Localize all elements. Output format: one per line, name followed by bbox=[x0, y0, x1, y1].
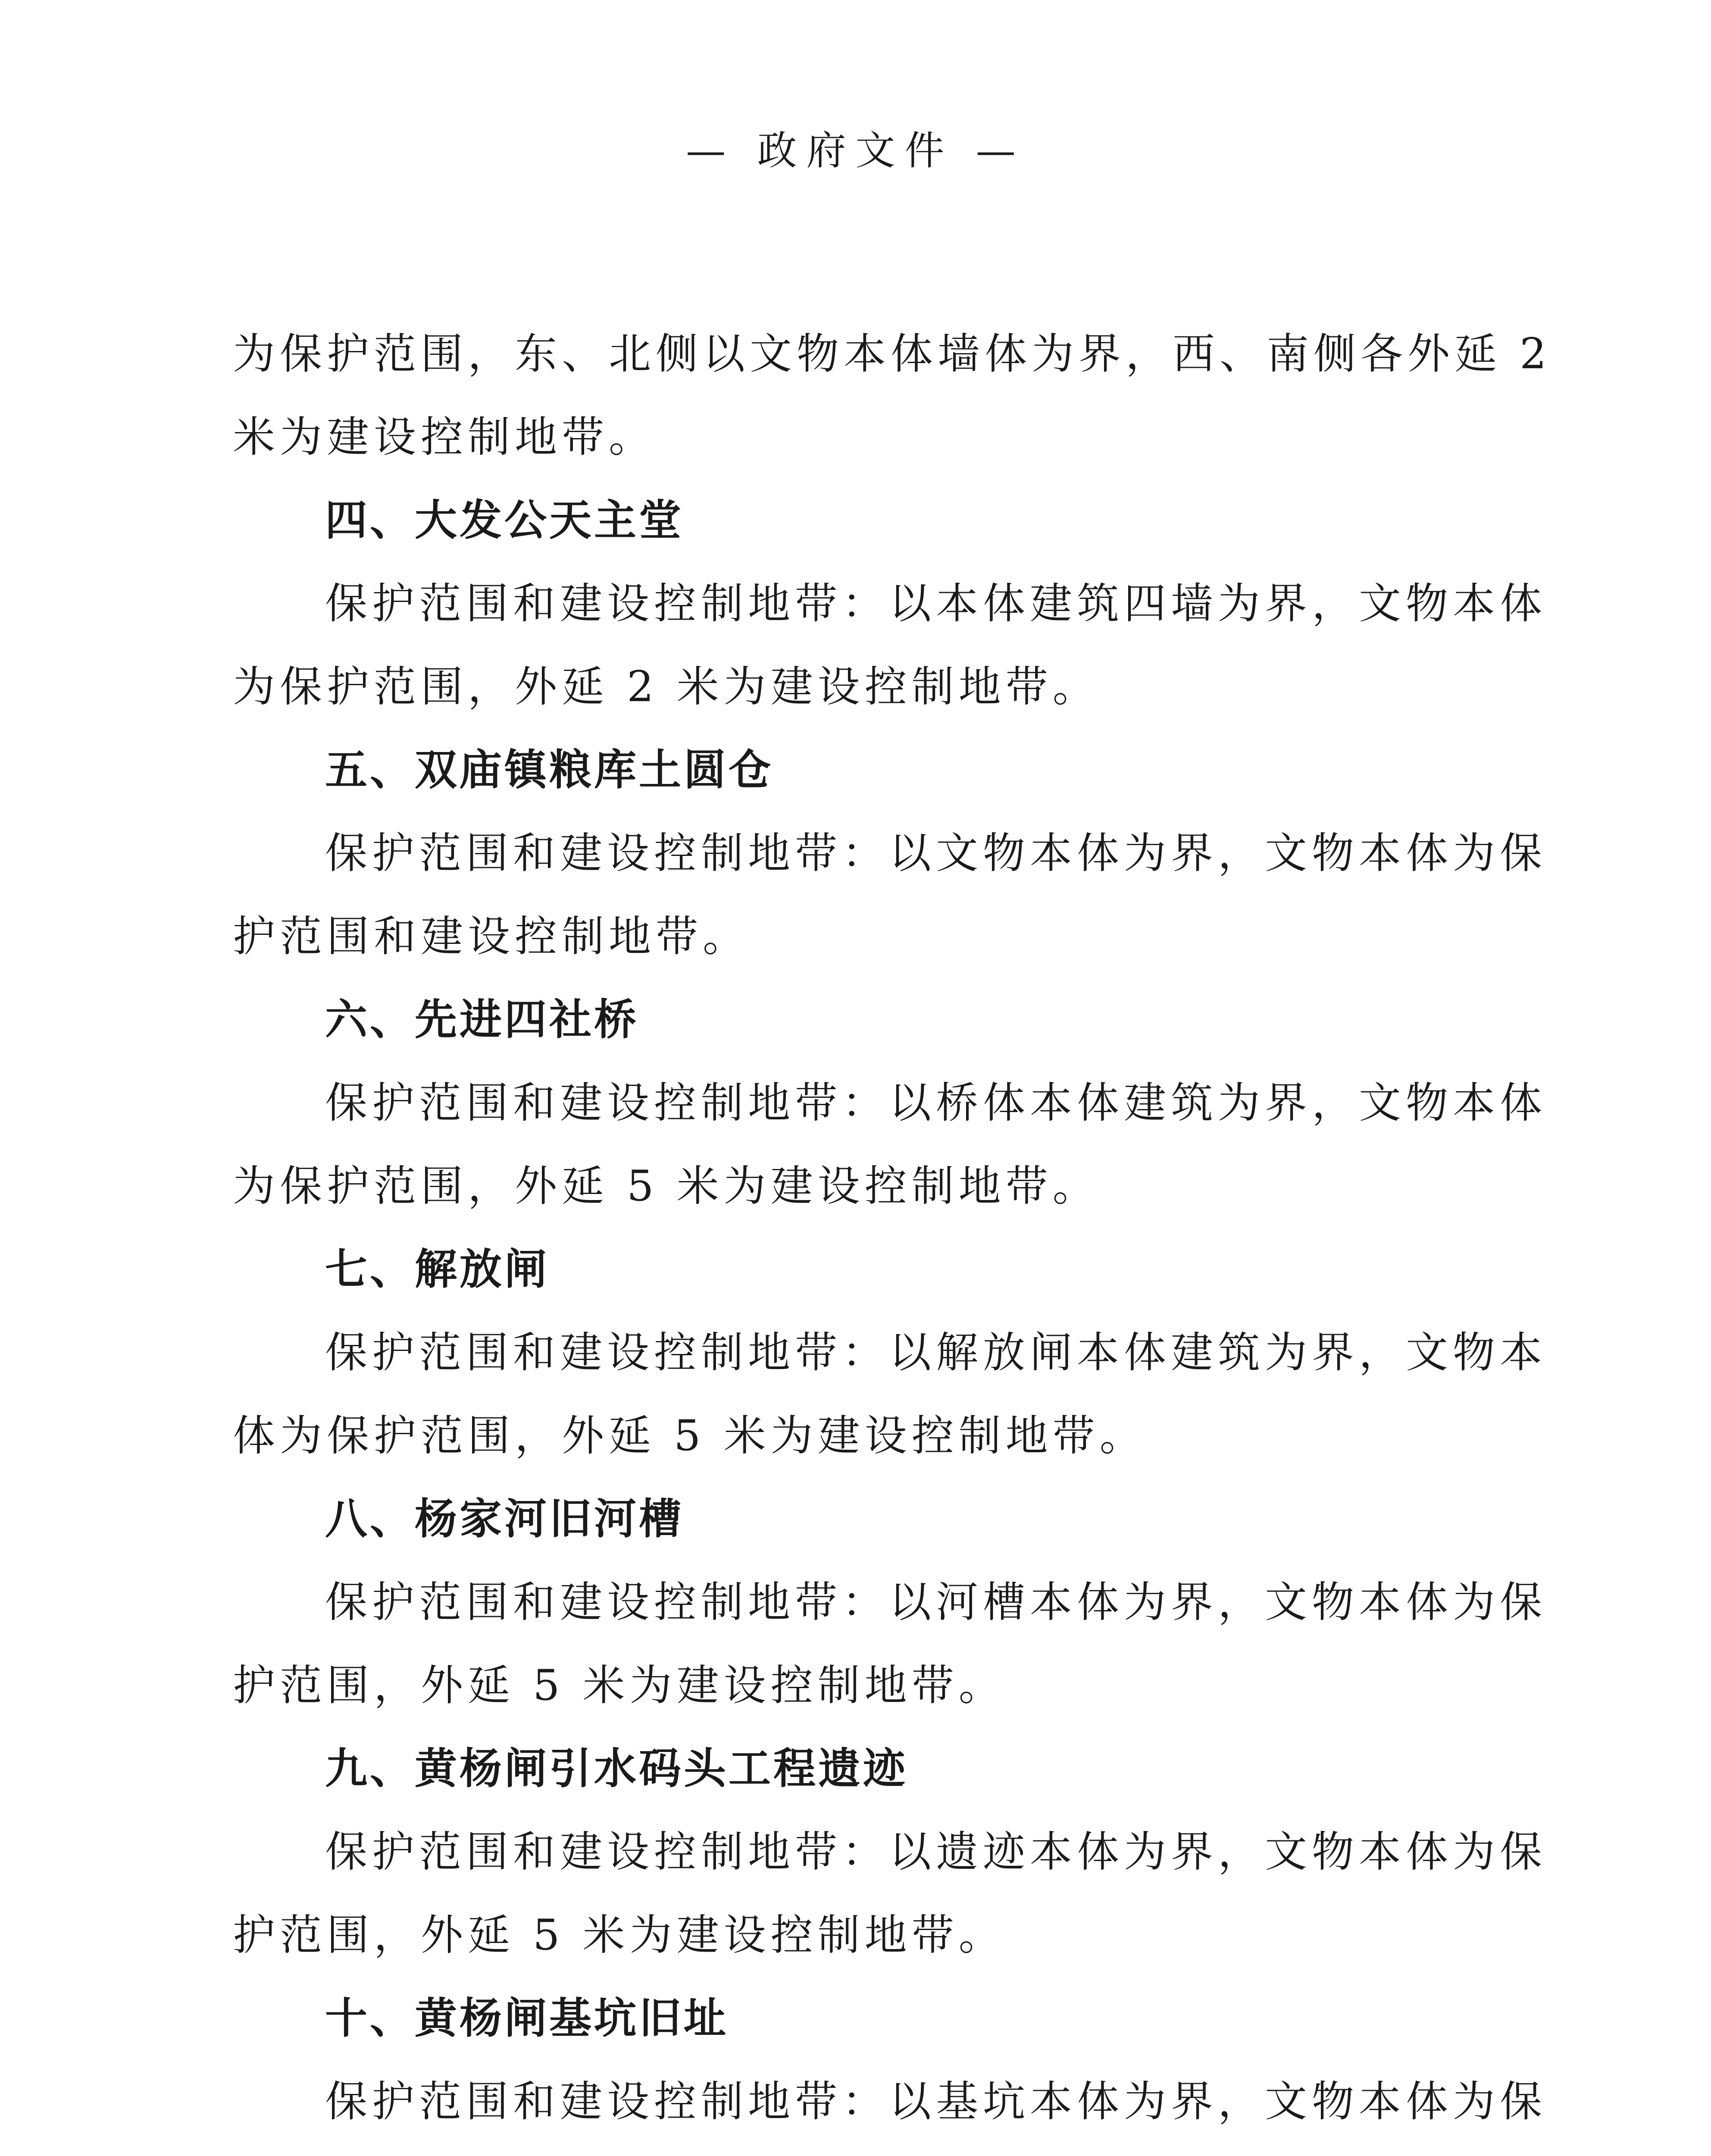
body-line: 保护范围和建设控制地带：以河槽本体为界，文物本体为保 bbox=[325, 1578, 1547, 1627]
section-heading: 七、解放闸 bbox=[325, 1245, 550, 1294]
body-line: 米为建设控制地带。 bbox=[233, 413, 656, 462]
body-line: 为保护范围，东、北侧以文物本体墙体为界，西、南侧各外延 2 bbox=[233, 329, 1551, 379]
body-line: 为保护范围，外延 2 米为建设控制地带。 bbox=[233, 662, 1100, 711]
body-line: 保护范围和建设控制地带：以遗迹本体为界，文物本体为保 bbox=[325, 1827, 1547, 1877]
body-line: 保护范围和建设控制地带：以解放闸本体建筑为界，文物本 bbox=[325, 1328, 1547, 1377]
section-heading: 五、双庙镇粮库土圆仓 bbox=[325, 746, 774, 795]
body-line: 护范围，外延 5 米为建设控制地带。 bbox=[233, 1911, 1006, 1960]
section-heading: 九、黄杨闸引水码头工程遗迹 bbox=[325, 1744, 908, 1793]
body-line: 为保护范围，外延 5 米为建设控制地带。 bbox=[233, 1162, 1100, 1211]
body-line: 体为保护范围，外延 5 米为建设控制地带。 bbox=[233, 1411, 1147, 1460]
body-line: 保护范围和建设控制地带：以本体建筑四墙为界，文物本体 bbox=[325, 579, 1547, 628]
body-line: 护范围，外延 5 米为建设控制地带。 bbox=[233, 1661, 1006, 1710]
body-line: 保护范围和建设控制地带：以基坑本体为界，文物本体为保 bbox=[325, 2077, 1547, 2126]
body-line: 护范围和建设控制地带。 bbox=[233, 912, 750, 961]
document-header: — 政府文件 — bbox=[686, 128, 1025, 174]
section-heading: 六、先进四社桥 bbox=[325, 995, 639, 1044]
document-body bbox=[233, 313, 1551, 2143]
body-line: 保护范围和建设控制地带：以文物本体为界，文物本体为保 bbox=[325, 829, 1547, 878]
section-heading: 八、杨家河旧河槽 bbox=[325, 1495, 684, 1544]
section-heading: 四、大发公天主堂 bbox=[325, 496, 684, 545]
section-heading: 十、黄杨闸基坑旧址 bbox=[325, 1994, 729, 2043]
body-line: 保护范围和建设控制地带：以桥体本体建筑为界，文物本体 bbox=[325, 1078, 1547, 1128]
